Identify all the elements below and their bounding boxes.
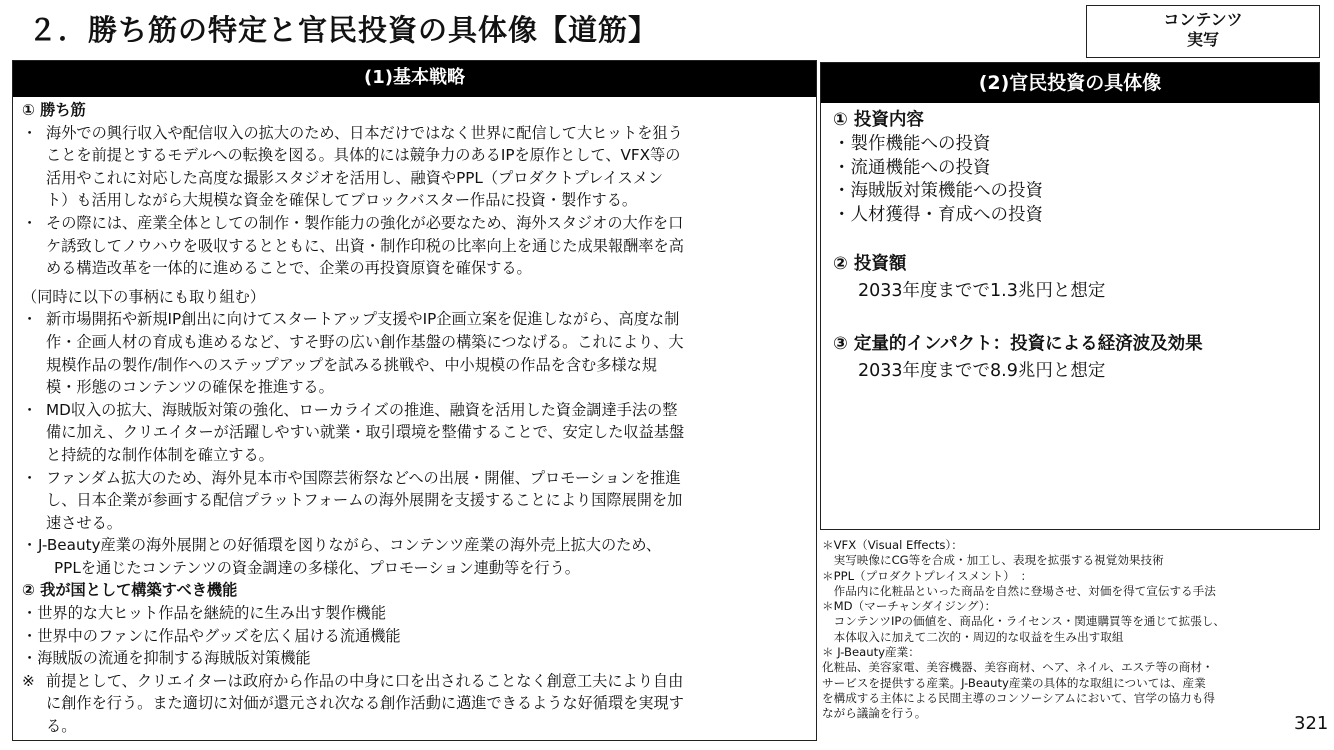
premise-note — [22, 670, 808, 738]
category-tag-line2: 実写 — [1186, 30, 1219, 49]
bullet-mark: ・ — [22, 123, 38, 142]
text-line: める構造改革を一体的に進めることで、企業の再投資原資を確保する。 — [46, 259, 532, 278]
investment-item: ・海賊版対策機能への投資 — [833, 181, 1043, 201]
basic-strategy-panel — [12, 60, 817, 741]
investment-item: ・人材獲得・育成への投資 — [833, 204, 1043, 225]
text-line: J-Beauty産業の海外展開との好循環を図りながら、コンテンツ産業の海外売上拡大のため、 — [38, 536, 662, 555]
winning-path-paragraph-2 — [22, 212, 808, 280]
footnote-line: を構成する主体による民間主導のコンソーシアムにおいて、官学の協力も得 — [822, 690, 1215, 705]
footnote-line: ＊PPL（プロダクトプレイスメント） ： — [822, 568, 1033, 583]
text-line: と持続的な制作体制を確立する。 — [46, 445, 274, 464]
text-line: 新市場開拓や新規IP創出に向けてスタートアップ支援やIP企画立案を促進しながら、高度な制 — [46, 310, 680, 329]
investment-item: ・流通機能への投資 — [833, 157, 991, 178]
text-line: PPLを通じたコンテンツの資金調達の多様化、プロモーション連動等を行う。 — [54, 558, 580, 577]
investment-body — [821, 103, 1319, 385]
text-line: 海外での興行収入や配信収入の拡大のため、日本だけではなく世界に配信して大ヒットを狙う — [46, 123, 683, 142]
investment-amount-value: 2033年度までで1.3兆円と想定 — [858, 281, 1106, 301]
footnote-line: ＊VFX（Visual Effects）： — [822, 538, 963, 552]
economic-impact-value: 2033年度までで8.9兆円と想定 — [858, 361, 1106, 381]
category-tag — [1086, 5, 1320, 58]
investment-heading: (2)官民投資の具体像 — [821, 63, 1319, 103]
concurrent-paragraph-4 — [22, 534, 808, 579]
basic-strategy-body — [13, 97, 816, 738]
text-line: MD収入の拡大、海賊版対策の強化、ローカライズの推進、融資を活用した資金調達手法の整 — [46, 400, 678, 419]
text-line: ことを前提とするモデルへの転換を図る。具体的には競争力のあるIPを原作として、VFX等の — [46, 146, 681, 165]
footnote-line: ながら議論を行う。 — [822, 706, 927, 721]
text-line: 作・企画人材の育成も進めるなど、すそ野の広い創作基盤の構築につなげる。これにより、大 — [46, 332, 684, 351]
footnote-line: 作品内に化粧品といった商品を自然に登場させ、対価を得て宣伝する手法 — [822, 583, 1216, 598]
page-number: 321 — [1294, 713, 1329, 734]
basic-strategy-heading: (1)基本戦略 — [13, 61, 816, 97]
text-line: し、日本企業が参画する配信プラットフォームの海外展開を支援することにより国際展開を加 — [46, 491, 683, 510]
investment-panel — [820, 62, 1320, 530]
text-line: ファンダム拡大のため、海外見本市や国際芸術祭などへの出展・開催、プロモーションを推進 — [46, 468, 681, 487]
function-item: ・海賊版の流通を抑制する海賊版対策機能 — [22, 649, 311, 668]
footnote-line: 本体収入に加えて二次的・周辺的な収益を生み出す取組 — [822, 629, 1124, 644]
text-line: ト）も活用しながら大規模な資金を確保してブロックバスター作品に投資・製作する。 — [46, 191, 638, 210]
footnote-line: 実写映像にCG等を合成・加工し、表現を拡張する視覚効果技術 — [822, 553, 1164, 568]
investment-amount-title: ② 投資額 — [833, 254, 907, 274]
text-line: に創作を行う。また適切に対価が還元され次なる創作活動に邁進できるような好循環を実現す — [46, 694, 684, 713]
footnote-line: ＊ J-Beauty産業： — [822, 645, 920, 660]
text-line: ケ誘致してノウハウを吸収するとともに、出資・制作印税の比率向上を通じた成果報酬率を高 — [46, 236, 684, 255]
economic-impact-title: ③ 定量的インパクト：投資による経済波及効果 — [833, 334, 1203, 354]
function-item: ・世界的な大ヒット作品を継続的に生み出す製作機能 — [22, 604, 387, 623]
footnote-line: コンテンツIPの価値を、商品化・ライセンス・関連購買等を通じて拡張し、 — [822, 614, 1225, 629]
concurrent-paragraph-1 — [22, 308, 808, 398]
required-functions-title: ② 我が国として構築すべき機能 — [22, 581, 238, 600]
footnote-line: サービスを提供する産業。J-Beauty産業の具体的な取組については、産業 — [822, 675, 1206, 690]
category-tag-line1: コンテンツ — [1163, 10, 1243, 29]
bullet-mark: ・ — [22, 400, 38, 419]
text-line: 模・形態のコンテンツの確保を推進する。 — [46, 378, 334, 397]
text-line: 速させる。 — [46, 513, 122, 532]
concurrent-actions-label: （同時に以下の事柄にも取り組む） — [22, 287, 265, 306]
text-line: 規模作品の製作/制作へのステップアップを試みる挑戦や、中小規模の作品を含む多様な規 — [46, 355, 657, 374]
text-line: 前提として、クリエイターは政府から作品の中身に口を出されることなく創意工夫により自由 — [46, 671, 684, 690]
concurrent-paragraph-2 — [22, 399, 808, 467]
text-line: 備に加え、クリエイターが活躍しやすい就業・取引環境を整備することで、安定した収益基盤 — [46, 423, 685, 442]
investment-item: ・製作機能への投資 — [833, 134, 991, 154]
winning-path-title: ① 勝ち筋 — [22, 101, 86, 119]
bullet-mark: ・ — [22, 310, 38, 329]
text-line: その際には、産業全体としての制作・製作能力の強化が必要なため、海外スタジオの大作を口 — [46, 213, 684, 232]
bullet-mark: ・ — [22, 536, 38, 555]
note-mark: ※ — [22, 671, 35, 690]
text-line: る。 — [46, 717, 77, 736]
bullet-mark: ・ — [22, 468, 38, 487]
bullet-mark: ・ — [22, 213, 38, 232]
function-item: ・世界中のファンに作品やグッズを広く届ける流通機能 — [22, 626, 401, 645]
footnotes — [822, 538, 1302, 722]
page-title: ２．勝ち筋の特定と官民投資の具体像【道筋】 — [28, 13, 659, 47]
footnote-line: ＊MD（マーチャンダイジング）： — [822, 599, 997, 614]
text-line: 活用やこれに対応した高度な撮影スタジオを活用し、融資やPPL（プロダクトプレイスメン — [46, 168, 664, 187]
concurrent-paragraph-3 — [22, 467, 808, 535]
investment-content-title: ① 投資内容 — [833, 110, 924, 130]
footnote-line: 化粧品、美容家電、美容機器、美容商材、ヘア、ネイル、エステ等の商材・ — [822, 660, 1214, 675]
winning-path-paragraph-1 — [22, 122, 808, 212]
